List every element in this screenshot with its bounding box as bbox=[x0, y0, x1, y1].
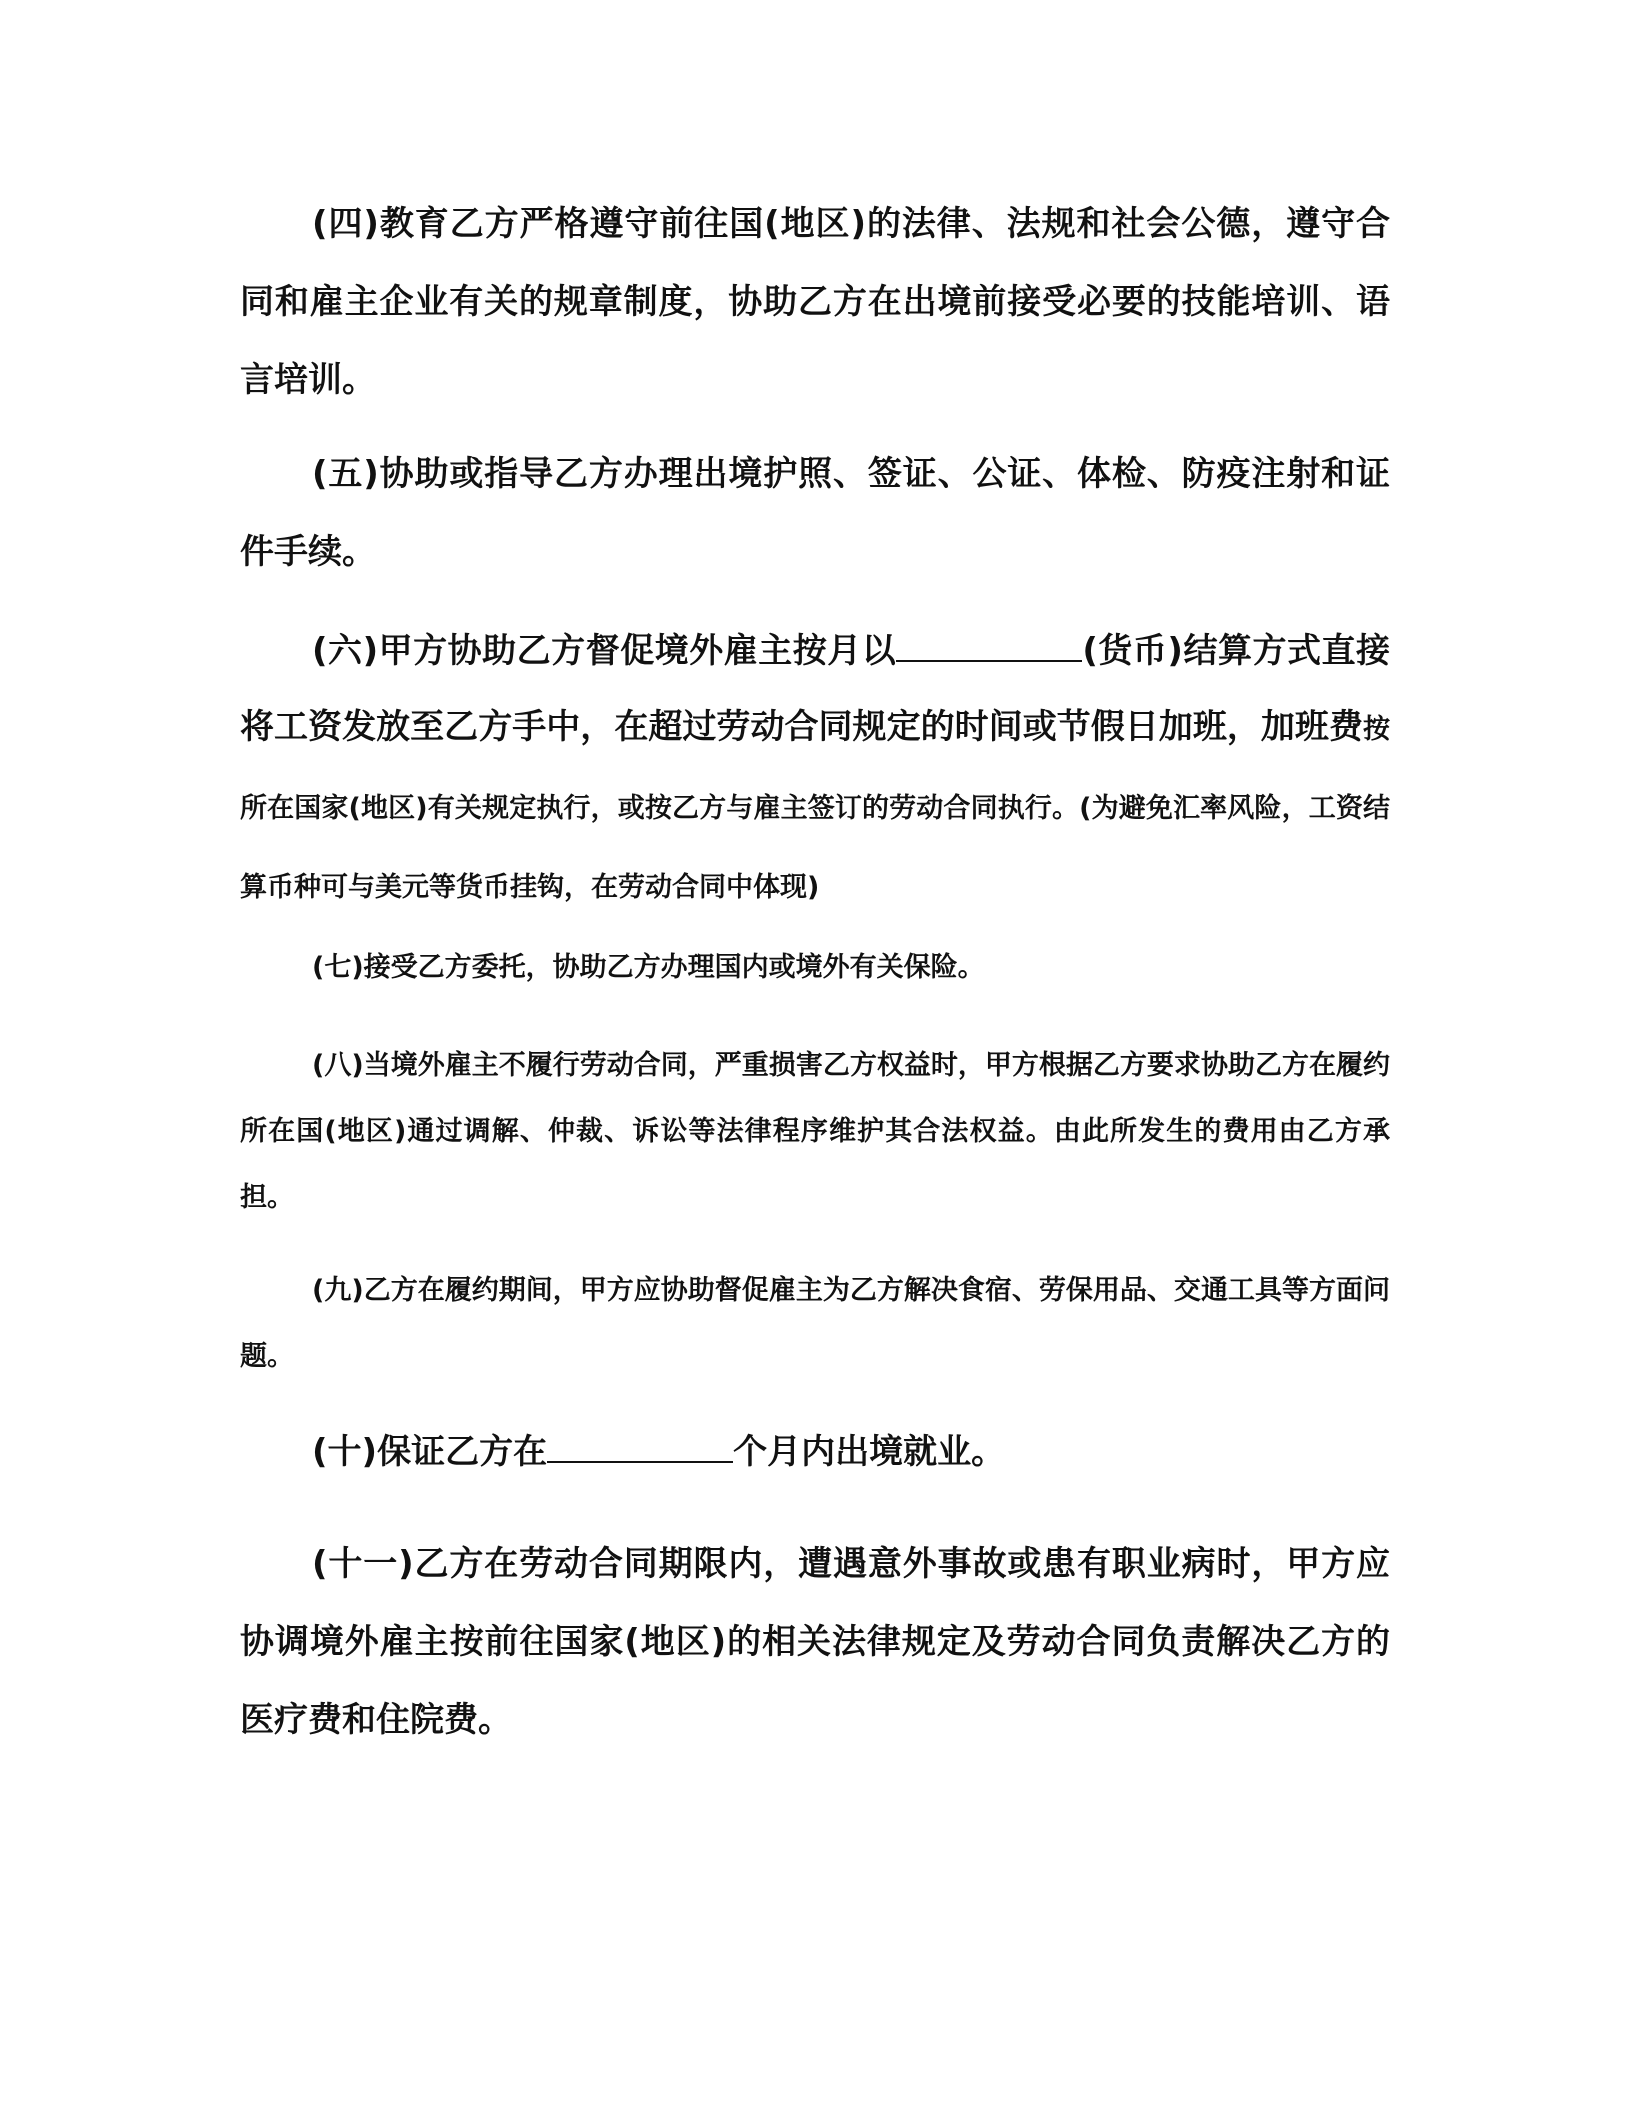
paragraph-10-end: 个月内出境就业。 bbox=[733, 1432, 1006, 1472]
paragraph-8: (八)当境外雇主不履行劳动合同，严重损害乙方权益时，甲方根据乙方要求协助乙方在履约所在国(地区)通过调解、仲裁、诉讼等法律程序维护其合法权益。由此所发生的费用由乙方承担。 bbox=[240, 1050, 1390, 1213]
paragraph-6 bbox=[240, 613, 1390, 926]
paragraph-5: (五)协助或指导乙方办理出境护照、签证、公证、体检、防疫注射和证件手续。 bbox=[240, 454, 1390, 572]
paragraph-4: (四)教育乙方严格遵守前往国(地区)的法律、法规和社会公德，遵守合同和雇主企业有关的规章制度，协助乙方在出境前接受必要的技能培训、语言培训。 bbox=[240, 204, 1390, 400]
paragraph-11: (十一)乙方在劳动合同期限内，遭遇意外事故或患有职业病时，甲方应协调境外雇主按前往国家(地区)的相关法律规定及劳动合同负责解决乙方的医疗费和住院费。 bbox=[240, 1544, 1390, 1740]
paragraph-7: (七)接受乙方委托，协助乙方办理国内或境外有关保险。 bbox=[312, 952, 985, 983]
currency-blank bbox=[896, 626, 1082, 662]
paragraph-6-start: (六)甲方协助乙方督促境外雇主按月以 bbox=[312, 631, 897, 671]
paragraph-10 bbox=[240, 1413, 1390, 1491]
months-blank bbox=[547, 1427, 733, 1463]
paragraph-6-middle: (货币)结算方式直接将工资发放至乙方手中，在超过劳动合同规定的时间或节假日加班，加班费 bbox=[240, 631, 1391, 747]
paragraph-6-small-tail: 按所在国家(地区)有关规定执行，或按乙方与雇主签订的劳动合同执行。(为避免汇率风险，工资结算币种可与美元等货币挂钩，在劳动合同中体现) bbox=[240, 714, 1390, 903]
paragraph-10-start: (十)保证乙方在 bbox=[312, 1432, 548, 1472]
paragraph-9: (九)乙方在履约期间，甲方应协助督促雇主为乙方解决食宿、劳保用品、交通工具等方面问题。 bbox=[240, 1275, 1390, 1372]
